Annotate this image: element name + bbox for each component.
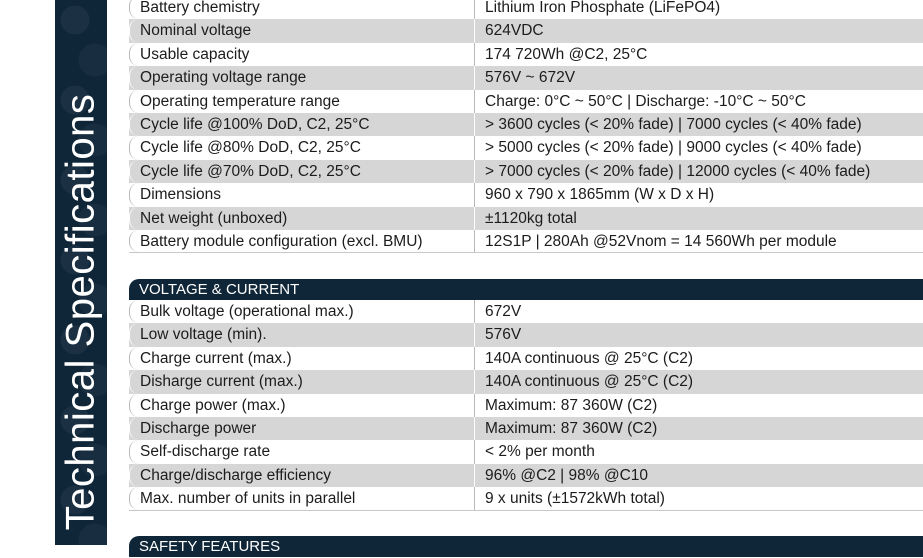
section-header: VOLTAGE & CURRENT bbox=[129, 279, 923, 300]
spec-value: 174 720Wh @C2, 25°C bbox=[474, 43, 923, 66]
spec-row bbox=[129, 230, 923, 253]
spec-label: Battery chemistry bbox=[129, 0, 474, 19]
spec-value: 576V bbox=[474, 323, 923, 346]
spec-label: Discharge power bbox=[129, 417, 474, 440]
spec-label: Charge/discharge efficiency bbox=[129, 464, 474, 487]
spec-value: 624VDC bbox=[474, 19, 923, 42]
section-header: SAFETY FEATURES bbox=[129, 536, 923, 557]
spec-label: Net weight (unboxed) bbox=[129, 207, 474, 230]
spec-label: Operating voltage range bbox=[129, 66, 474, 89]
spec-label: Bulk voltage (operational max.) bbox=[129, 300, 474, 323]
spec-label: Operating temperature range bbox=[129, 90, 474, 113]
spec-label: Nominal voltage bbox=[129, 19, 474, 42]
spec-row bbox=[129, 183, 923, 206]
spec-row bbox=[129, 347, 923, 370]
spec-row bbox=[129, 440, 923, 463]
spec-value: 140A continuous @ 25°C (C2) bbox=[474, 347, 923, 370]
spec-value: > 5000 cycles (< 20% fade) | 9000 cycles (< 40% fade) bbox=[474, 136, 923, 159]
spec-row bbox=[129, 90, 923, 113]
spec-value: 576V ~ 672V bbox=[474, 66, 923, 89]
spec-row bbox=[129, 417, 923, 440]
spec-row bbox=[129, 160, 923, 183]
spec-label: Max. number of units in parallel bbox=[129, 487, 474, 509]
spec-row bbox=[129, 370, 923, 393]
spec-label: Usable capacity bbox=[129, 43, 474, 66]
spec-label: Charge power (max.) bbox=[129, 394, 474, 417]
spec-row bbox=[129, 19, 923, 42]
spec-value: < 2% per month bbox=[474, 440, 923, 463]
spec-value: 960 x 790 x 1865mm (W x D x H) bbox=[474, 183, 923, 206]
spec-row bbox=[129, 207, 923, 230]
spec-row bbox=[129, 113, 923, 136]
spec-label: Charge current (max.) bbox=[129, 347, 474, 370]
spec-value: 672V bbox=[474, 300, 923, 323]
spec-value: Charge: 0°C ~ 50°C | Discharge: -10°C ~ 50°C bbox=[474, 90, 923, 113]
spec-value: 12S1P | 280Ah @52Vnom = 14 560Wh per module bbox=[474, 230, 923, 252]
section-safety-features bbox=[129, 536, 923, 557]
spec-row bbox=[129, 300, 923, 323]
spec-row bbox=[129, 0, 923, 19]
spec-label: Cycle life @100% DoD, C2, 25°C bbox=[129, 113, 474, 136]
spec-value: 140A continuous @ 25°C (C2) bbox=[474, 370, 923, 393]
spec-label: Cycle life @80% DoD, C2, 25°C bbox=[129, 136, 474, 159]
spec-value: > 3600 cycles (< 20% fade) | 7000 cycles (< 40% fade) bbox=[474, 113, 923, 136]
spec-row bbox=[129, 66, 923, 89]
section-rows bbox=[129, 300, 923, 511]
spec-row bbox=[129, 136, 923, 159]
spec-row bbox=[129, 487, 923, 510]
spec-label: Disharge current (max.) bbox=[129, 370, 474, 393]
spec-label: Battery module configuration (excl. BMU) bbox=[129, 230, 474, 252]
spec-value: Lithium Iron Phosphate (LiFePO4) bbox=[474, 0, 923, 19]
spec-value: Maximum: 87 360W (C2) bbox=[474, 417, 923, 440]
spec-value: 9 x units (±1572kWh total) bbox=[474, 487, 923, 509]
spec-label: Self-discharge rate bbox=[129, 440, 474, 463]
spec-label: Low voltage (min). bbox=[129, 323, 474, 346]
spec-label: Dimensions bbox=[129, 183, 474, 206]
section-voltage-current bbox=[129, 279, 923, 511]
spec-value: > 7000 cycles (< 20% fade) | 12000 cycles (< 40% fade) bbox=[474, 160, 923, 183]
section-general bbox=[129, 0, 923, 253]
section-rows bbox=[129, 0, 923, 253]
spec-row bbox=[129, 323, 923, 346]
spec-row bbox=[129, 464, 923, 487]
spec-label: Cycle life @70% DoD, C2, 25°C bbox=[129, 160, 474, 183]
spec-value: ±1120kg total bbox=[474, 207, 923, 230]
spec-row bbox=[129, 394, 923, 417]
spec-row bbox=[129, 43, 923, 66]
spec-value: 96% @C2 | 98% @C10 bbox=[474, 464, 923, 487]
sidebar-title: Technical Specifications bbox=[58, 93, 103, 531]
spec-value: Maximum: 87 360W (C2) bbox=[474, 394, 923, 417]
